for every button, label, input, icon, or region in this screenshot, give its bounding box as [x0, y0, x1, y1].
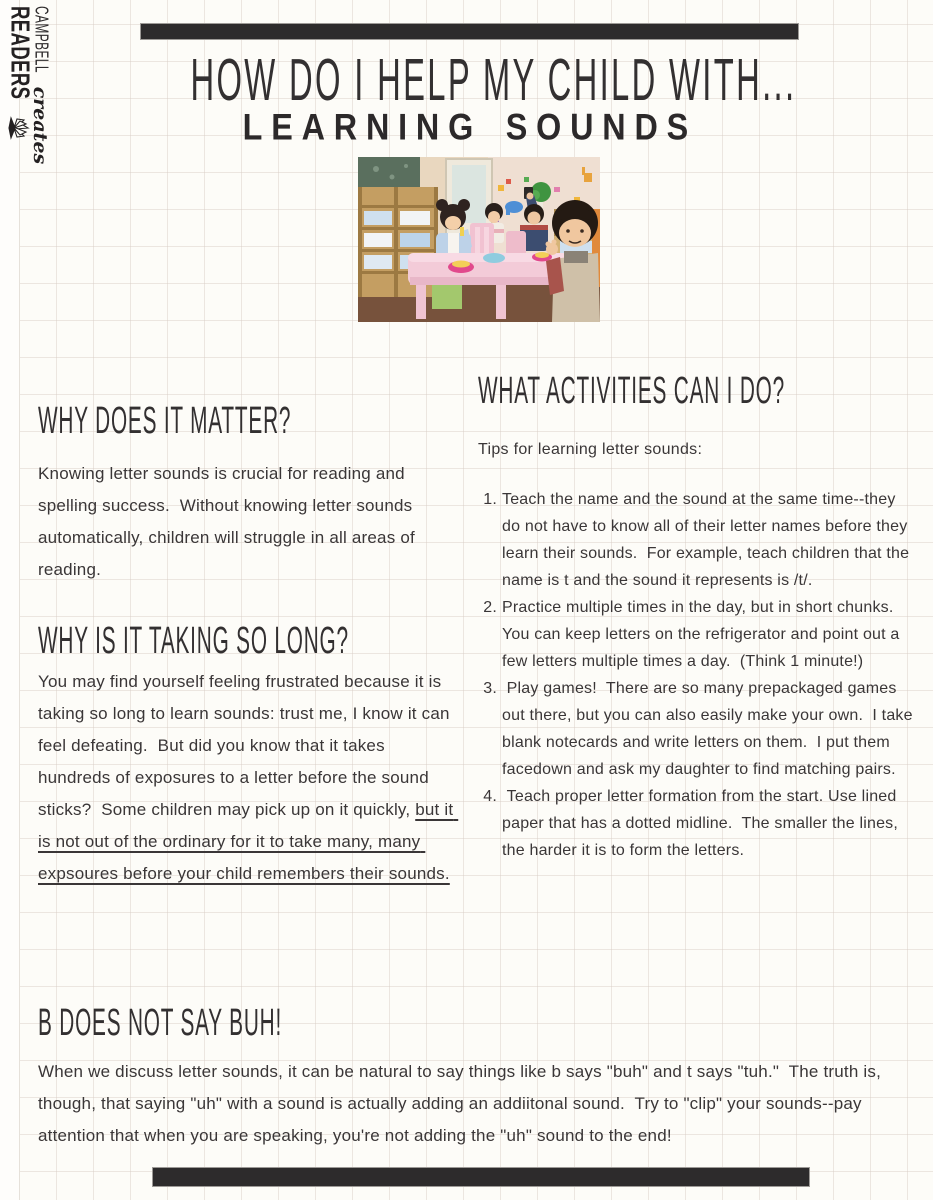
- section-heading-why-matter: [38, 398, 355, 442]
- heading-why-matter-text: WHY DOES IT MATTER?: [38, 398, 292, 442]
- page-title-row: [105, 46, 835, 113]
- brand-word-creates: creates: [29, 86, 51, 165]
- paragraph-buh: When we discuss letter sounds, it can be natural to say things like b says "buh" and t says "tuh." The truth is, though, that saying "uh" with a sound is actually adding an addiitonal sound. Try to "clip" your sounds--pay attention that when you are speaking, you're not adding the "uh" sound to the end!: [38, 1062, 886, 1145]
- tip-number: 2.: [483, 599, 497, 616]
- heading-why-long-text: WHY IS IT TAKING SO LONG?: [38, 618, 349, 662]
- top-accent-bar: [140, 23, 799, 40]
- brand-word-readers: READERS: [5, 6, 34, 100]
- open-book-icon: [8, 115, 30, 141]
- bottom-accent-bar: [152, 1167, 810, 1187]
- boy-foreground: [546, 200, 601, 322]
- section-heading-why-long: [38, 618, 427, 662]
- tips-intro: Tips for learning letter sounds:: [478, 441, 703, 458]
- tip-number: 3.: [483, 680, 497, 697]
- brand-logo: [5, 6, 53, 165]
- page-subtitle: LEARNING SOUNDS: [242, 106, 698, 148]
- tip-number: 1.: [483, 491, 497, 508]
- page-subtitle-row: [105, 106, 835, 148]
- brand-logo-line2: [5, 6, 34, 156]
- paragraph-why-long-normal: You may find yourself feeling frustrated because it is taking so long to learn sounds: trust me, I know it can feel defeating. But did you know that it takes hundreds of exposures to a letter before the sound sticks? Some children may pick up on it quickly,: [38, 672, 455, 819]
- classroom-photo: [358, 157, 600, 322]
- section-heading-activities: [478, 368, 862, 412]
- classroom-photo-illustration: [358, 157, 600, 322]
- page-title: HOW DO I HELP MY CHILD WITH...: [190, 46, 797, 113]
- tip-text: Teach proper letter formation from the start. Use lined paper that has a dotted midline. The smaller the lines, the harder it is to form the letters.: [502, 788, 903, 859]
- tips-list: [476, 486, 918, 864]
- heading-buh-text: B DOES NOT SAY BUH!: [38, 1000, 283, 1044]
- tips-list-item-1: [476, 486, 918, 594]
- tip-text: Teach the name and the sound at the same time--they do not have to know all of their letter names before they learn their sounds. For example, teach children that the name is t and the sound it represents is /t/.: [502, 491, 914, 589]
- tip-text: Practice multiple times in the day, but in short chunks. You can keep letters on the refrigerator and point out a few letters multiple times a day. (Think 1 minute!): [502, 599, 905, 670]
- section-heading-buh: [38, 1000, 343, 1044]
- tips-list-item-3: [476, 675, 918, 783]
- page-left-margin-strip: [0, 0, 20, 1200]
- tip-text: Play games! There are so many prepackaged games out there, but you can also easily make your own. I take blank notecards and write letters on them. I put them facedown and ask my daughter to find matching pairs.: [502, 680, 918, 778]
- tip-number: 4.: [483, 788, 497, 805]
- brand-word-campbell: CAMPBELL: [31, 6, 53, 73]
- tips-list-item-4: [476, 783, 918, 864]
- paragraph-why-matter: Knowing letter sounds is crucial for reading and spelling success. Without knowing letter sounds automatically, children will struggle in all areas of reading.: [38, 464, 420, 579]
- tips-list-item-2: [476, 594, 918, 675]
- paragraph-why-long: [38, 666, 460, 890]
- heading-activities-text: WHAT ACTIVITIES CAN I DO?: [478, 368, 786, 412]
- paragraph-why-long-underlined: but it is not out of the ordinary for it to take many, many expsoures before your child remembers their sounds.: [38, 800, 459, 883]
